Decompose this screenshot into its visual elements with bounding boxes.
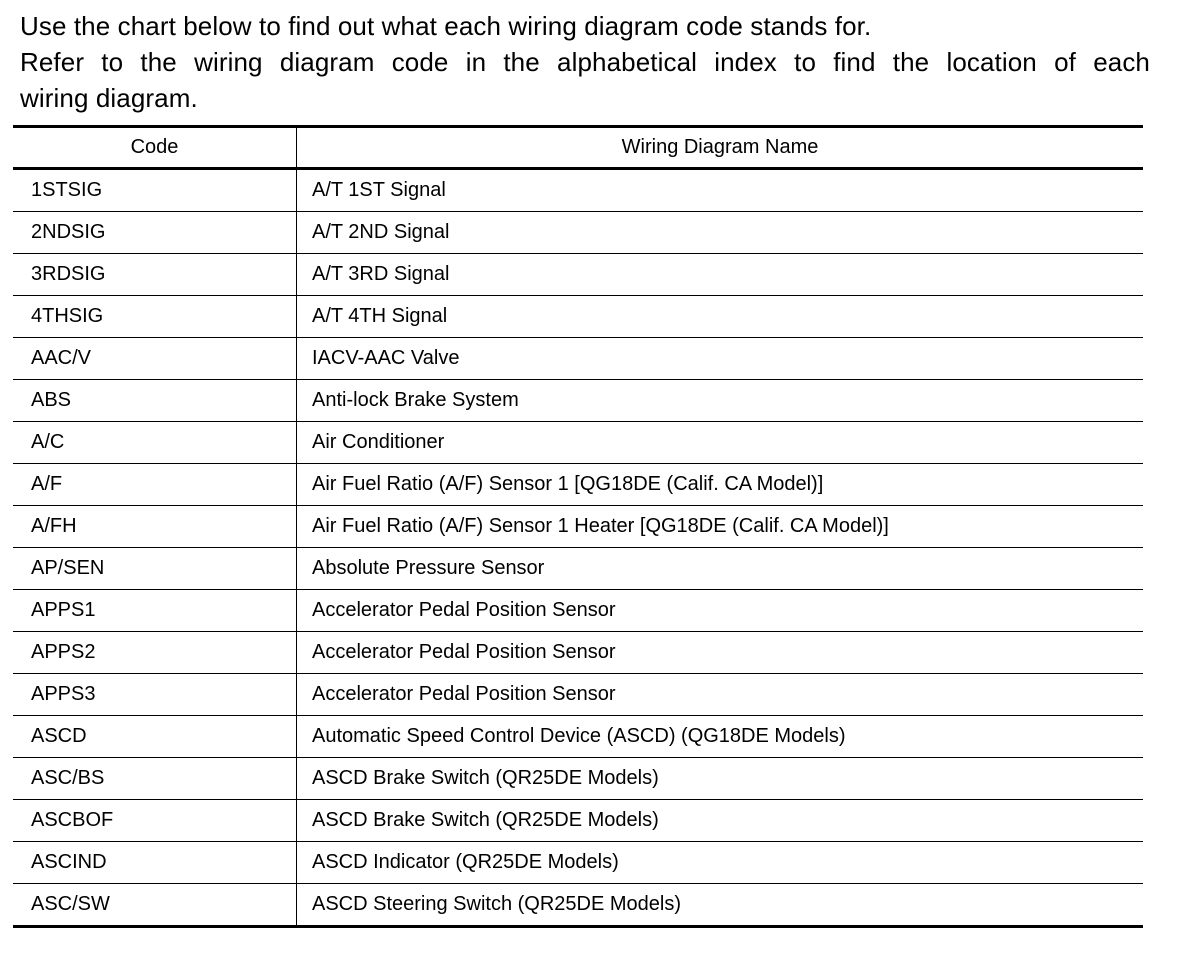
- table-row: [13, 716, 1143, 758]
- table-row: [13, 380, 1143, 422]
- intro-line-2: Refer to the wiring diagram code in the alphabetical index to find the location of each: [20, 47, 1150, 77]
- diagram-name-cell: IACV-AAC Valve: [312, 347, 460, 369]
- table-row: [13, 169, 1143, 212]
- diagram-name-cell: Air Fuel Ratio (A/F) Sensor 1 [QG18DE (Calif. CA Model)]: [312, 473, 824, 495]
- diagram-name-cell: Air Fuel Ratio (A/F) Sensor 1 Heater [QG18DE (Calif. CA Model)]: [312, 515, 889, 537]
- diagram-name-cell: ASCD Brake Switch (QR25DE Models): [312, 809, 659, 831]
- code-cell: 3RDSIG: [13, 254, 297, 296]
- code-cell: ASC/SW: [13, 884, 297, 927]
- code-cell: APPS3: [13, 674, 297, 716]
- table-row: [13, 296, 1143, 338]
- code-cell: ABS: [13, 380, 297, 422]
- table-row: [13, 800, 1143, 842]
- table-header: [13, 127, 1143, 169]
- code-cell: 2NDSIG: [13, 212, 297, 254]
- code-cell: ASC/BS: [13, 758, 297, 800]
- code-cell: A/FH: [13, 506, 297, 548]
- diagram-name-cell: ASCD Steering Switch (QR25DE Models): [312, 893, 682, 915]
- table-row: [13, 464, 1143, 506]
- diagram-name-cell: Anti-lock Brake System: [312, 389, 519, 411]
- diagram-name-cell: Absolute Pressure Sensor: [312, 557, 545, 579]
- wiring-diagram-code-table: [13, 125, 1143, 928]
- diagram-name-cell: A/T 4TH Signal: [312, 305, 448, 327]
- table-row: [13, 548, 1143, 590]
- diagram-name-cell: A/T 2ND Signal: [312, 221, 450, 243]
- diagram-name-cell: Automatic Speed Control Device (ASCD) (QG18DE Models): [312, 725, 846, 747]
- table-row: [13, 632, 1143, 674]
- table-row: [13, 338, 1143, 380]
- header-name: Wiring Diagram Name: [621, 136, 819, 158]
- code-cell: ASCBOF: [13, 800, 297, 842]
- code-cell: APPS1: [13, 590, 297, 632]
- table-row: [13, 254, 1143, 296]
- intro-line-3: wiring diagram.: [20, 83, 198, 113]
- header-row: [13, 127, 1143, 169]
- code-cell: APPS2: [13, 632, 297, 674]
- table-row: [13, 674, 1143, 716]
- code-cell: ASCD: [13, 716, 297, 758]
- code-cell: 4THSIG: [13, 296, 297, 338]
- table-row: [13, 758, 1143, 800]
- table-body: [13, 169, 1143, 927]
- code-cell: 1STSIG: [13, 169, 297, 212]
- code-cell: AP/SEN: [13, 548, 297, 590]
- code-cell: A/F: [13, 464, 297, 506]
- diagram-name-cell: A/T 1ST Signal: [312, 179, 446, 201]
- intro-line-1: Use the chart below to find out what each wiring diagram code stands for.: [20, 11, 872, 41]
- table-row: [13, 506, 1143, 548]
- code-cell: AAC/V: [13, 338, 297, 380]
- table-row: [13, 884, 1143, 927]
- code-cell: ASCIND: [13, 842, 297, 884]
- diagram-name-cell: Air Conditioner: [312, 431, 445, 453]
- diagram-name-cell: Accelerator Pedal Position Sensor: [312, 599, 616, 621]
- table-row: [13, 212, 1143, 254]
- header-code: Code: [13, 127, 297, 169]
- code-cell: A/C: [13, 422, 297, 464]
- diagram-name-cell: A/T 3RD Signal: [312, 263, 450, 285]
- diagram-name-cell: Accelerator Pedal Position Sensor: [312, 683, 616, 705]
- intro-text: [20, 8, 1150, 116]
- diagram-name-cell: Accelerator Pedal Position Sensor: [312, 641, 616, 663]
- table-row: [13, 590, 1143, 632]
- diagram-name-cell: ASCD Indicator (QR25DE Models): [312, 851, 619, 873]
- table-row: [13, 422, 1143, 464]
- table-row: [13, 842, 1143, 884]
- diagram-name-cell: ASCD Brake Switch (QR25DE Models): [312, 767, 659, 789]
